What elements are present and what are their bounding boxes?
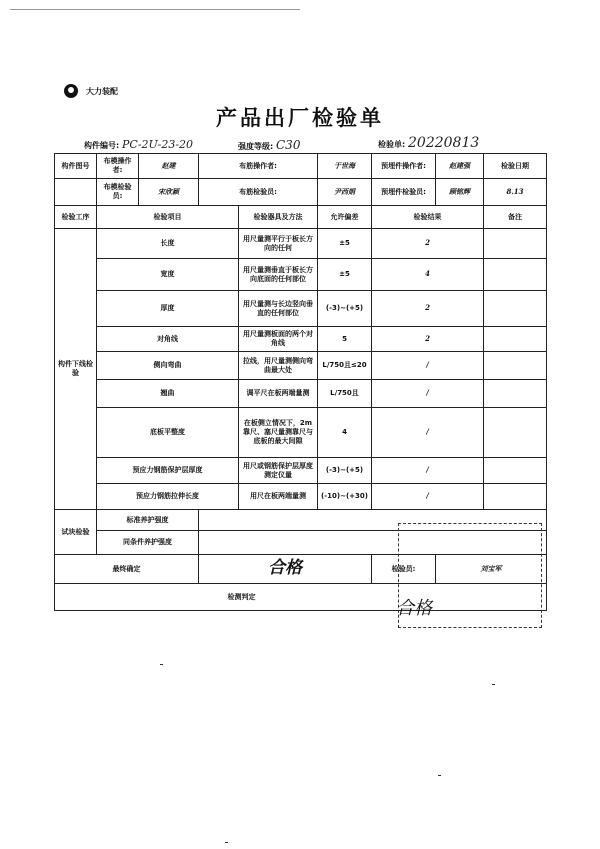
item-tolerance: L/750且: [318, 380, 372, 408]
item-method: 拉线，用尺量测侧向弯曲最大处: [239, 352, 318, 380]
col-item: 检验项目: [97, 206, 239, 229]
formwork-inspector-signature: 宋欣颖: [139, 179, 199, 206]
embed-inspector-signature: 顾铭辉: [436, 179, 484, 206]
item-remark: [484, 229, 547, 259]
inspector-row: [55, 179, 547, 206]
final-value: 合格: [199, 555, 372, 584]
col-remark: 备注: [484, 206, 547, 229]
company-logo-icon: [64, 84, 78, 98]
table-row: [55, 229, 547, 259]
table-row: [55, 408, 547, 458]
item-method: 用尺量测垂直于板长方向底面的任何部位: [239, 259, 318, 291]
item-name: 厚度: [97, 291, 239, 327]
item-result: /: [372, 380, 484, 408]
table-row: [55, 352, 547, 380]
formwork-inspector-label: 布模检验员:: [97, 179, 139, 206]
item-tolerance: L/750且≤20: [318, 352, 372, 380]
inspection-no: 检验单: 20220813: [378, 135, 480, 151]
embed-operator-signature: 赵建强: [436, 154, 484, 179]
item-result: /: [372, 458, 484, 484]
item-method: 在板侧立情况下，2m靠尺、塞尺量测靠尺与底板的最大间隙: [239, 408, 318, 458]
component-drawing-no-label: 构件图号: [55, 154, 97, 179]
scan-speck: [438, 775, 441, 776]
item-result: 2: [372, 291, 484, 327]
scan-speck: [492, 684, 495, 685]
scan-edge-line: [10, 9, 300, 10]
item-name: 长度: [97, 229, 239, 259]
item-remark: [484, 291, 547, 327]
strength-grade-value: C30: [276, 138, 301, 152]
item-name: 对角线: [97, 327, 239, 352]
rebar-operator-label: 布筋操作者:: [199, 154, 318, 179]
embed-inspector-label: 预埋件检验员:: [372, 179, 436, 206]
item-remark: [484, 327, 547, 352]
test-block-label: 试块检验: [55, 510, 97, 555]
col-result: 检验结果: [372, 206, 484, 229]
final-label: 最终确定: [55, 555, 199, 584]
item-name: 侧向弯曲: [97, 352, 239, 380]
final-inspector-label: 检验员:: [372, 555, 436, 584]
component-no-value: PC-2U-23-20: [122, 138, 194, 151]
item-name: 预应力钢筋保护层厚度: [97, 458, 239, 484]
final-inspector-signature: 刘宝军: [436, 555, 547, 584]
item-tolerance: (-3)~(+5): [318, 458, 372, 484]
company-name: 大力装配: [86, 86, 118, 96]
item-remark: [484, 458, 547, 484]
item-method: 用尺量测与长边竖向垂直的任何部位: [239, 291, 318, 327]
judgement-label: 检测判定: [55, 584, 547, 611]
item-tolerance: (-3)~(+5): [318, 291, 372, 327]
same-condition-curing-label: 同条件养护强度: [97, 531, 199, 555]
item-remark: [484, 352, 547, 380]
operator-row: [55, 154, 547, 179]
rebar-operator-signature: 于世海: [318, 154, 372, 179]
column-header-row: [55, 206, 547, 229]
page-title: 产品出厂检验单: [216, 105, 384, 130]
formwork-operator-signature: 赵建: [139, 154, 199, 179]
item-result: /: [372, 408, 484, 458]
col-process: 检验工序: [55, 206, 97, 229]
scan-speck: [160, 664, 163, 665]
item-tolerance: ±5: [318, 259, 372, 291]
blank-cell: [55, 179, 97, 206]
item-tolerance: 5: [318, 327, 372, 352]
rebar-inspector-label: 布筋检验员:: [199, 179, 318, 206]
table-row: [55, 327, 547, 352]
item-tolerance: 4: [318, 408, 372, 458]
item-name: 宽度: [97, 259, 239, 291]
inspection-no-value: 20220813: [408, 135, 480, 151]
formwork-operator-label: 布模操作者:: [97, 154, 139, 179]
item-method: 用尺或钢筋保护层厚度测定仪量: [239, 458, 318, 484]
strength-grade: 强度等级: C30: [238, 138, 301, 152]
item-name: 预应力钢筋拉伸长度: [97, 484, 239, 510]
table-row: [55, 380, 547, 408]
inspection-date-label: 检验日期: [484, 154, 547, 179]
item-name: 底板平整度: [97, 408, 239, 458]
table-row: [55, 259, 547, 291]
item-remark: [484, 259, 547, 291]
judgement-signature: 合格: [396, 598, 432, 619]
item-result: 4: [372, 259, 484, 291]
item-result: /: [372, 352, 484, 380]
table-row: [55, 458, 547, 484]
table-row: [55, 484, 547, 510]
item-remark: [484, 408, 547, 458]
scan-speck: [225, 842, 228, 843]
group-label: 构件下线检验: [55, 229, 97, 510]
item-tolerance: (-10)~(+30): [318, 484, 372, 510]
standard-curing-label: 标准养护强度: [97, 510, 199, 531]
item-result: 2: [372, 327, 484, 352]
embed-operator-label: 预埋件操作者:: [372, 154, 436, 179]
inspection-date-value: 8.13: [484, 179, 547, 206]
table-row: [55, 291, 547, 327]
rebar-inspector-signature: 尹西娟: [318, 179, 372, 206]
item-result: 2: [372, 229, 484, 259]
item-tolerance: ±5: [318, 229, 372, 259]
item-result: /: [372, 484, 484, 510]
company-logo: [64, 84, 118, 98]
item-name: 翘曲: [97, 380, 239, 408]
col-tolerance: 允许偏差: [318, 206, 372, 229]
item-remark: [484, 484, 547, 510]
item-method: 用尺量测平行于板长方向的任何: [239, 229, 318, 259]
item-remark: [484, 380, 547, 408]
col-tool-method: 检验器具及方法: [239, 206, 318, 229]
item-method: 调平尺在板两端量测: [239, 380, 318, 408]
item-method: 用尺在板两端量测: [239, 484, 318, 510]
item-method: 用尺量测板面的两个对角线: [239, 327, 318, 352]
component-no: 构件编号: PC-2U-23-20: [84, 138, 194, 151]
